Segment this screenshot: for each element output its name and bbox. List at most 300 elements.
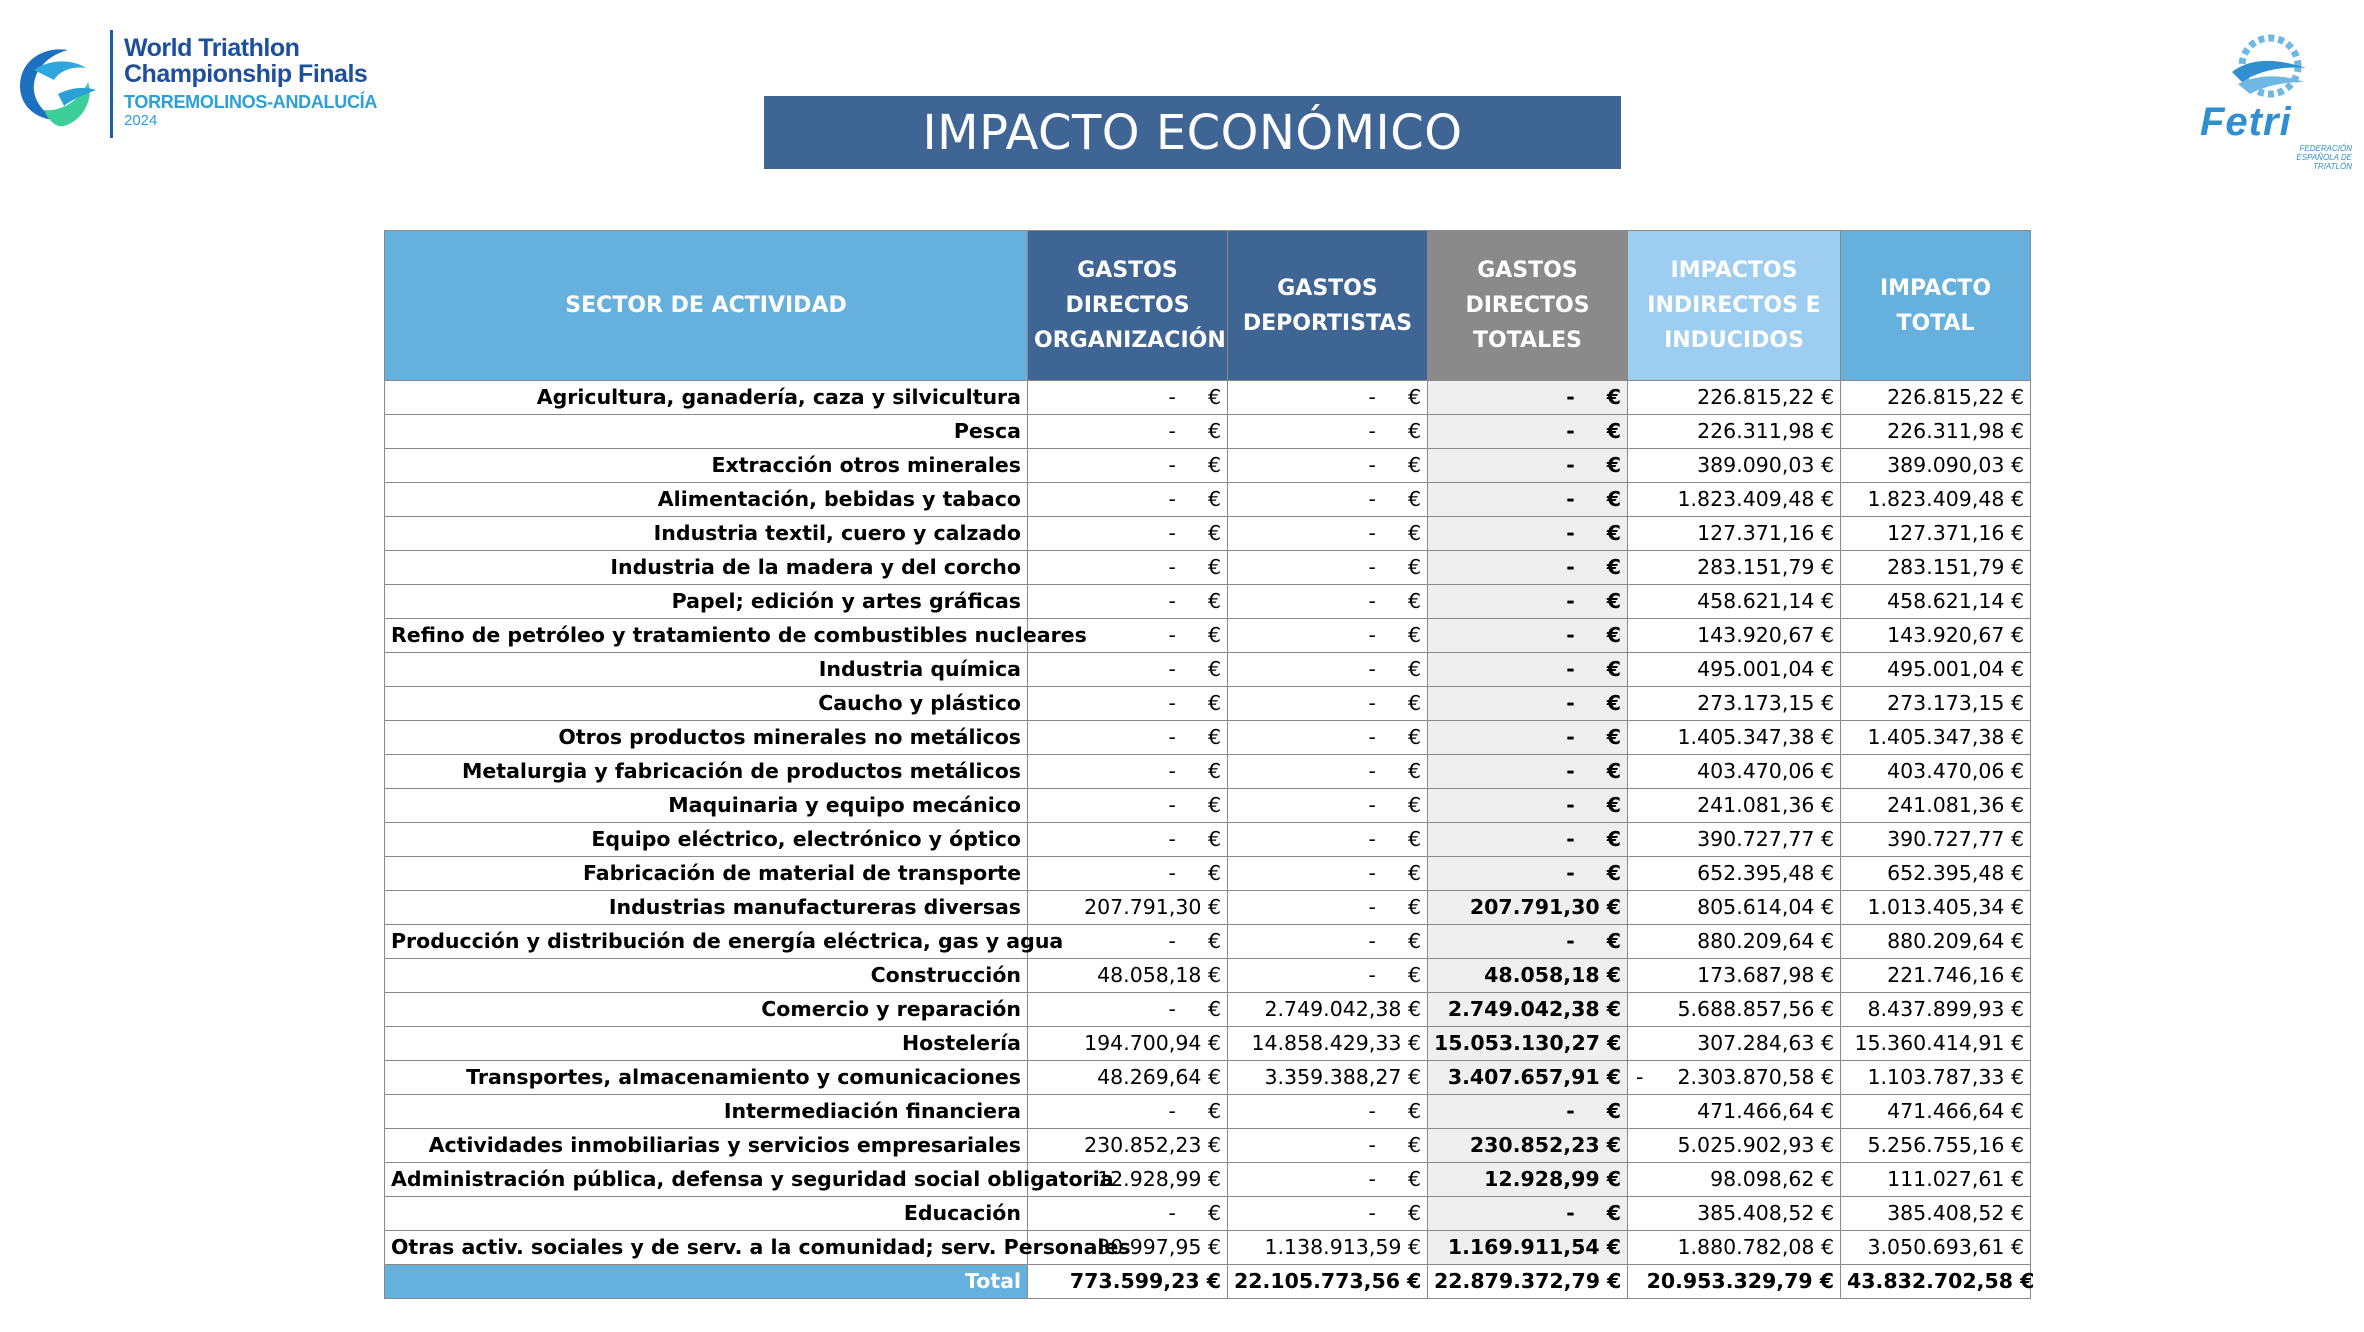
dash-placeholder: - [1566, 759, 1575, 783]
cell-sector: Industria química [385, 653, 1028, 687]
cell-deportistas: 14.858.429,33 € [1228, 1027, 1428, 1061]
cell-sector: Actividades inmobiliarias y servicios empresariales [385, 1129, 1028, 1163]
cell-impacto-total: 880.209,64 € [1841, 925, 2031, 959]
currency-symbol: € [1606, 691, 1621, 715]
cell-indirectos: 5.688.857,56 € [1628, 993, 1841, 1027]
cell-deportistas [1228, 721, 1428, 755]
table-row [385, 823, 2031, 857]
cell-sector: Comercio y reparación [385, 993, 1028, 1027]
cell-indirectos: 173.687,98 € [1628, 959, 1841, 993]
table-row [385, 1061, 2031, 1095]
table-row [385, 721, 2031, 755]
cell-organizacion [1028, 483, 1228, 517]
cell-indirectos: 880.209,64 € [1628, 925, 1841, 959]
cell-organizacion [1028, 755, 1228, 789]
cell-deportistas [1228, 925, 1428, 959]
currency-symbol: € [1407, 657, 1421, 681]
dash-placeholder: - [1566, 623, 1575, 647]
cell-totales: 48.058,18 € [1428, 959, 1628, 993]
currency-symbol: € [1606, 487, 1621, 511]
column-header-totales: GASTOS DIRECTOS TOTALES [1428, 231, 1628, 381]
cell-totales [1428, 1095, 1628, 1129]
dash-placeholder: - [1168, 929, 1176, 953]
cell-impacto-total: 111.027,61 € [1841, 1163, 2031, 1197]
dash-placeholder: - [1168, 487, 1176, 511]
cell-deportistas [1228, 381, 1428, 415]
page-title: IMPACTO ECONÓMICO [764, 96, 1621, 169]
cell-totales: 12.928,99 € [1428, 1163, 1628, 1197]
dash-placeholder: - [1168, 793, 1176, 817]
table-row [385, 1163, 2031, 1197]
cell-indirectos: 273.173,15 € [1628, 687, 1841, 721]
dash-placeholder: - [1566, 1201, 1575, 1225]
currency-symbol: € [1207, 997, 1221, 1021]
event-logo-line2: Championship Finals [124, 60, 368, 88]
cell-sector: Papel; edición y artes gráficas [385, 585, 1028, 619]
cell-organizacion: 30.997,95 € [1028, 1231, 1228, 1265]
currency-symbol: € [1407, 419, 1421, 443]
total-row [385, 1265, 2031, 1299]
dash-placeholder: - [1566, 929, 1575, 953]
cell-organizacion: 230.852,23 € [1028, 1129, 1228, 1163]
cell-totales [1428, 789, 1628, 823]
cell-organizacion: 207.791,30 € [1028, 891, 1228, 925]
currency-symbol: € [1606, 385, 1621, 409]
currency-symbol: € [1606, 521, 1621, 545]
federation-logo [2190, 28, 2360, 171]
dash-placeholder: - [1168, 827, 1176, 851]
cell-deportistas [1228, 1163, 1428, 1197]
fetri-wordmark: Fetri [2200, 100, 2292, 144]
currency-symbol: € [1606, 1099, 1621, 1123]
currency-symbol: € [1407, 521, 1421, 545]
dash-placeholder: - [1368, 929, 1376, 953]
cell-totales: 2.749.042,38 € [1428, 993, 1628, 1027]
dash-placeholder: - [1566, 861, 1575, 885]
dash-placeholder: - [1368, 963, 1376, 987]
cell-indirectos [1628, 1061, 1841, 1095]
dash-placeholder: - [1368, 1201, 1376, 1225]
cell-totales [1428, 721, 1628, 755]
currency-symbol: € [1606, 1201, 1621, 1225]
cell-totales: 22.879.372,79 € [1428, 1265, 1628, 1299]
dash-placeholder: - [1368, 793, 1376, 817]
dash-placeholder: - [1566, 657, 1575, 681]
currency-symbol: € [1407, 963, 1421, 987]
table-row [385, 755, 2031, 789]
dash-placeholder: - [1168, 453, 1176, 477]
cell-sector: Extracción otros minerales [385, 449, 1028, 483]
cell-impacto-total: 283.151,79 € [1841, 551, 2031, 585]
cell-organizacion: 773.599,23 € [1028, 1265, 1228, 1299]
cell-impacto-total: 385.408,52 € [1841, 1197, 2031, 1231]
cell-indirectos: 1.405.347,38 € [1628, 721, 1841, 755]
economic-impact-table [384, 230, 2035, 1299]
dash-placeholder: - [1368, 691, 1376, 715]
table-body [385, 381, 2035, 1299]
currency-symbol: € [1606, 419, 1621, 443]
cell-totales [1428, 449, 1628, 483]
cell-impacto-total: 1.013.405,34 € [1841, 891, 2031, 925]
currency-symbol: € [1606, 861, 1621, 885]
cell-organizacion [1028, 449, 1228, 483]
currency-symbol: € [1207, 1099, 1221, 1123]
event-logo-line3: TORREMOLINOS-ANDALUCÍA [124, 92, 378, 112]
currency-symbol: € [1407, 1201, 1421, 1225]
currency-symbol: € [1407, 929, 1421, 953]
dash-placeholder: - [1566, 793, 1575, 817]
cell-deportistas [1228, 789, 1428, 823]
currency-symbol: € [1606, 589, 1621, 613]
currency-symbol: € [1606, 657, 1621, 681]
cell-impacto-total: 458.621,14 € [1841, 585, 2031, 619]
cell-totales [1428, 925, 1628, 959]
cell-indirectos: 283.151,79 € [1628, 551, 1841, 585]
currency-symbol: € [1407, 759, 1421, 783]
dash-placeholder: - [1168, 997, 1176, 1021]
cell-deportistas [1228, 857, 1428, 891]
dash-placeholder: - [1566, 589, 1575, 613]
currency-symbol: € [1207, 623, 1221, 647]
currency-symbol: € [1407, 725, 1421, 749]
cell-impacto-total: 226.815,22 € [1841, 381, 2031, 415]
cell-deportistas: 3.359.388,27 € [1228, 1061, 1428, 1095]
cell-indirectos: 226.815,22 € [1628, 381, 1841, 415]
cell-sector: Agricultura, ganadería, caza y silvicultura [385, 381, 1028, 415]
currency-symbol: € [1606, 555, 1621, 579]
table-row [385, 925, 2031, 959]
cell-deportistas [1228, 483, 1428, 517]
cell-sector: Caucho y plástico [385, 687, 1028, 721]
cell-sector: Maquinaria y equipo mecánico [385, 789, 1028, 823]
cell-indirectos: 471.466,64 € [1628, 1095, 1841, 1129]
cell-indirectos: 20.953.329,79 € [1628, 1265, 1841, 1299]
cell-sector: Fabricación de material de transporte [385, 857, 1028, 891]
dash-placeholder: - [1368, 1133, 1376, 1157]
currency-symbol: € [1407, 793, 1421, 817]
column-header-indirectos: IMPACTOS INDIRECTOS E INDUCIDOS [1628, 231, 1841, 381]
cell-deportistas [1228, 823, 1428, 857]
cell-impacto-total: 8.437.899,93 € [1841, 993, 2031, 1027]
cell-impacto-total: 390.727,77 € [1841, 823, 2031, 857]
cell-deportistas [1228, 959, 1428, 993]
cell-organizacion [1028, 1197, 1228, 1231]
event-logo [14, 30, 394, 142]
dash-placeholder: - [1168, 1099, 1176, 1123]
cell-totales [1428, 381, 1628, 415]
cell-sector: Transportes, almacenamiento y comunicaciones [385, 1061, 1028, 1095]
dash-placeholder: - [1566, 725, 1575, 749]
dash-placeholder: - [1566, 453, 1575, 477]
currency-symbol: € [1207, 759, 1221, 783]
table-row [385, 1197, 2031, 1231]
cell-sector: Producción y distribución de energía eléctrica, gas y agua [385, 925, 1028, 959]
cell-totales [1428, 517, 1628, 551]
dash-placeholder: - [1368, 895, 1376, 919]
currency-symbol: € [1407, 1133, 1421, 1157]
currency-symbol: € [1606, 793, 1621, 817]
column-header-organizacion: GASTOS DIRECTOS ORGANIZACIÓN [1028, 231, 1228, 381]
cell-sector: Hostelería [385, 1027, 1028, 1061]
dash-placeholder: - [1368, 861, 1376, 885]
cell-totales [1428, 1197, 1628, 1231]
cell-deportistas [1228, 415, 1428, 449]
dash-placeholder: - [1566, 385, 1575, 409]
cell-organizacion [1028, 415, 1228, 449]
dash-placeholder: - [1368, 555, 1376, 579]
cell-indirectos: 98.098,62 € [1628, 1163, 1841, 1197]
table-row [385, 959, 2031, 993]
table-row [385, 551, 2031, 585]
column-header-impacto-total: IMPACTO TOTAL [1841, 231, 2031, 381]
cell-totales [1428, 483, 1628, 517]
cell-sector: Otros productos minerales no metálicos [385, 721, 1028, 755]
cell-organizacion [1028, 687, 1228, 721]
dash-placeholder: - [1168, 759, 1176, 783]
currency-symbol: € [1207, 861, 1221, 885]
cell-deportistas [1228, 1197, 1428, 1231]
dash-placeholder: - [1368, 623, 1376, 647]
currency-symbol: € [1207, 793, 1221, 817]
fetri-emblem-icon [2220, 28, 2320, 100]
column-header-sector: SECTOR DE ACTIVIDAD [385, 231, 1028, 381]
cell-impacto-total: 3.050.693,61 € [1841, 1231, 2031, 1265]
event-logo-line1: World Triathlon [124, 34, 300, 62]
cell-impacto-total: 5.256.755,16 € [1841, 1129, 2031, 1163]
table-row [385, 381, 2031, 415]
currency-symbol: € [1407, 861, 1421, 885]
cell-sector: Alimentación, bebidas y tabaco [385, 483, 1028, 517]
cell-totales [1428, 755, 1628, 789]
cell-organizacion [1028, 585, 1228, 619]
dash-placeholder: - [1566, 827, 1575, 851]
cell-deportistas [1228, 1129, 1428, 1163]
cell-indirectos: 385.408,52 € [1628, 1197, 1841, 1231]
cell-organizacion [1028, 653, 1228, 687]
table-row [385, 619, 2031, 653]
table-row [385, 857, 2031, 891]
cell-deportistas: 2.749.042,38 € [1228, 993, 1428, 1027]
dash-placeholder: - [1566, 555, 1575, 579]
dash-placeholder: - [1168, 555, 1176, 579]
cell-sector: Equipo eléctrico, electrónico y óptico [385, 823, 1028, 857]
cell-deportistas [1228, 755, 1428, 789]
cell-deportistas [1228, 891, 1428, 925]
cell-organizacion [1028, 823, 1228, 857]
table-row [385, 1095, 2031, 1129]
cell-sector: Industrias manufactureras diversas [385, 891, 1028, 925]
cell-deportistas [1228, 585, 1428, 619]
currency-symbol: € [1407, 691, 1421, 715]
dash-placeholder: - [1566, 1099, 1575, 1123]
cell-indirectos: 458.621,14 € [1628, 585, 1841, 619]
dash-placeholder: - [1368, 759, 1376, 783]
dash-placeholder: - [1168, 589, 1176, 613]
cell-organizacion: 194.700,94 € [1028, 1027, 1228, 1061]
dash-placeholder: - [1566, 691, 1575, 715]
cell-indirectos: 389.090,03 € [1628, 449, 1841, 483]
cell-sector: Otras activ. sociales y de serv. a la comunidad; serv. Personales [385, 1231, 1028, 1265]
cell-totales: 207.791,30 € [1428, 891, 1628, 925]
currency-symbol: € [1207, 691, 1221, 715]
cell-totales [1428, 415, 1628, 449]
currency-symbol: € [1407, 623, 1421, 647]
dash-placeholder: - [1368, 419, 1376, 443]
currency-symbol: € [1207, 589, 1221, 613]
table-row [385, 449, 2031, 483]
table-row [385, 483, 2031, 517]
cell-organizacion [1028, 551, 1228, 585]
cell-deportistas [1228, 653, 1428, 687]
cell-totales [1428, 823, 1628, 857]
cell-totales: 3.407.657,91 € [1428, 1061, 1628, 1095]
cell-indirectos: 226.311,98 € [1628, 415, 1841, 449]
dash-placeholder: - [1368, 725, 1376, 749]
cell-indirectos: 495.001,04 € [1628, 653, 1841, 687]
table-row [385, 585, 2031, 619]
event-logo-year: 2024 [124, 112, 158, 129]
dash-placeholder: - [1566, 487, 1575, 511]
cell-impacto-total: 127.371,16 € [1841, 517, 2031, 551]
cell-totales [1428, 585, 1628, 619]
currency-symbol: € [1407, 1167, 1421, 1191]
table-row [385, 1231, 2031, 1265]
currency-symbol: € [1207, 385, 1221, 409]
cell-organizacion [1028, 381, 1228, 415]
table-row [385, 687, 2031, 721]
cell-impacto-total: 43.832.702,58 € [1841, 1265, 2031, 1299]
cell-impacto-total: 471.466,64 € [1841, 1095, 2031, 1129]
currency-symbol: € [1207, 419, 1221, 443]
table-row [385, 1027, 2031, 1061]
cell-indirectos: 652.395,48 € [1628, 857, 1841, 891]
cell-sector: Refino de petróleo y tratamiento de combustibles nucleares [385, 619, 1028, 653]
cell-indirectos: 127.371,16 € [1628, 517, 1841, 551]
cell-organizacion: 48.269,64 € [1028, 1061, 1228, 1095]
cell-sector: Total [385, 1265, 1028, 1299]
dash-placeholder: - [1168, 521, 1176, 545]
cell-impacto-total: 1.103.787,33 € [1841, 1061, 2031, 1095]
dash-placeholder: - [1168, 385, 1176, 409]
dash-placeholder: - [1168, 419, 1176, 443]
dash-placeholder: - [1168, 1201, 1176, 1225]
currency-symbol: € [1407, 385, 1421, 409]
dash-placeholder: - [1168, 657, 1176, 681]
cell-organizacion: 48.058,18 € [1028, 959, 1228, 993]
dash-placeholder: - [1368, 657, 1376, 681]
cell-indirectos: 390.727,77 € [1628, 823, 1841, 857]
cell-indirectos: 5.025.902,93 € [1628, 1129, 1841, 1163]
dash-placeholder: - [1368, 1099, 1376, 1123]
cell-sector: Industria de la madera y del corcho [385, 551, 1028, 585]
currency-symbol: € [1207, 929, 1221, 953]
cell-organizacion [1028, 721, 1228, 755]
cell-sector: Pesca [385, 415, 1028, 449]
cell-indirectos: 241.081,36 € [1628, 789, 1841, 823]
cell-deportistas [1228, 687, 1428, 721]
table-row [385, 891, 2031, 925]
cell-sector: Administración pública, defensa y seguridad social obligatoria [385, 1163, 1028, 1197]
cell-impacto-total: 652.395,48 € [1841, 857, 2031, 891]
currency-symbol: € [1407, 453, 1421, 477]
cell-deportistas: 1.138.913,59 € [1228, 1231, 1428, 1265]
currency-symbol: € [1407, 487, 1421, 511]
dash-placeholder: - [1368, 589, 1376, 613]
table-row [385, 415, 2031, 449]
cell-totales [1428, 619, 1628, 653]
cell-deportistas [1228, 619, 1428, 653]
currency-symbol: € [1407, 895, 1421, 919]
currency-symbol: € [1207, 657, 1221, 681]
cell-impacto-total: 226.311,98 € [1841, 415, 2031, 449]
cell-deportistas: 22.105.773,56 € [1228, 1265, 1428, 1299]
triathlon-swirl-logo-icon [14, 40, 102, 132]
currency-symbol: € [1606, 929, 1621, 953]
cell-impacto-total: 1.405.347,38 € [1841, 721, 2031, 755]
table-row [385, 1129, 2031, 1163]
currency-symbol: € [1606, 759, 1621, 783]
dash-placeholder: - [1368, 521, 1376, 545]
cell-impacto-total: 241.081,36 € [1841, 789, 2031, 823]
currency-symbol: € [1207, 453, 1221, 477]
cell-impacto-total: 1.823.409,48 € [1841, 483, 2031, 517]
cell-totales: 230.852,23 € [1428, 1129, 1628, 1163]
cell-deportistas [1228, 1095, 1428, 1129]
cell-totales [1428, 551, 1628, 585]
cell-deportistas [1228, 551, 1428, 585]
cell-impacto-total: 495.001,04 € [1841, 653, 2031, 687]
currency-symbol: € [1606, 827, 1621, 851]
column-header-deportistas: GASTOS DEPORTISTAS [1228, 231, 1428, 381]
dash-placeholder: - [1368, 1167, 1376, 1191]
currency-symbol: € [1407, 589, 1421, 613]
cell-indirectos: 1.823.409,48 € [1628, 483, 1841, 517]
cell-organizacion [1028, 993, 1228, 1027]
dash-placeholder: - [1566, 419, 1575, 443]
logo-divider [110, 30, 113, 138]
cell-sector: Intermediación financiera [385, 1095, 1028, 1129]
cell-organizacion [1028, 517, 1228, 551]
cell-deportistas [1228, 517, 1428, 551]
currency-symbol: € [1407, 827, 1421, 851]
cell-organizacion: 12.928,99 € [1028, 1163, 1228, 1197]
currency-symbol: € [1407, 1099, 1421, 1123]
currency-symbol: € [1207, 521, 1221, 545]
dash-placeholder: - [1168, 691, 1176, 715]
cell-impacto-total: 143.920,67 € [1841, 619, 2031, 653]
currency-symbol: € [1207, 555, 1221, 579]
cell-organizacion [1028, 789, 1228, 823]
negative-value: 2.303.870,58 € [1677, 1065, 1834, 1089]
cell-sector: Educación [385, 1197, 1028, 1231]
dash-placeholder: - [1368, 453, 1376, 477]
currency-symbol: € [1207, 487, 1221, 511]
dash-placeholder: - [1168, 861, 1176, 885]
table-row [385, 517, 2031, 551]
cell-sector: Metalurgia y fabricación de productos metálicos [385, 755, 1028, 789]
fetri-subtitle: FEDERACIÓN ESPAÑOLA DE TRIATLÓN [2296, 144, 2352, 171]
cell-impacto-total: 273.173,15 € [1841, 687, 2031, 721]
cell-impacto-total: 403.470,06 € [1841, 755, 2031, 789]
dash-placeholder: - [1168, 725, 1176, 749]
currency-symbol: € [1407, 555, 1421, 579]
dash-placeholder: - [1566, 521, 1575, 545]
table-row [385, 653, 2031, 687]
cell-totales [1428, 687, 1628, 721]
currency-symbol: € [1207, 827, 1221, 851]
cell-totales [1428, 857, 1628, 891]
currency-symbol: € [1606, 725, 1621, 749]
